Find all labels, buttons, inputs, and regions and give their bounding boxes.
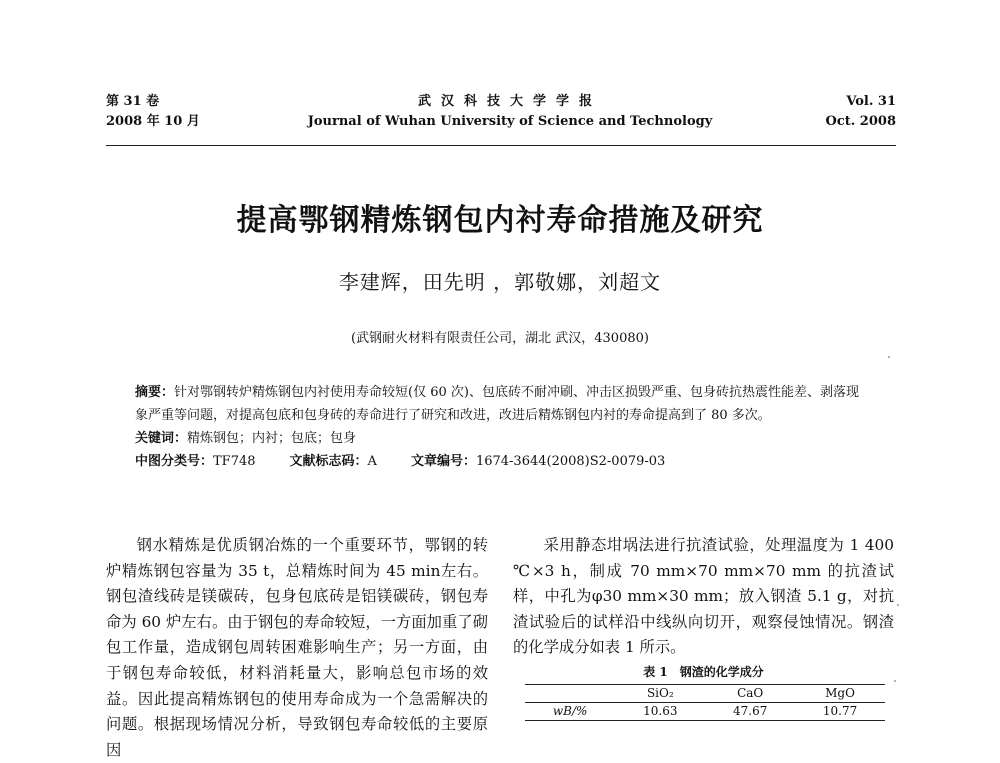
clc-group [135, 454, 256, 469]
journal-title-en: Journal of Wuhan University of Science and Technology [307, 114, 713, 129]
body-right-column [513, 533, 894, 721]
scan-speck [897, 604, 899, 606]
affiliation: (武钢耐火材料有限责任公司，湖北 武汉，430080) [351, 331, 649, 346]
table-cell: 47.67 [732, 703, 768, 718]
clc-code: TF748 [213, 454, 256, 469]
slag-composition-table [525, 684, 885, 721]
table-header-row [525, 684, 885, 702]
method-paragraph: 采用静态坩埚法进行抗渣试验，处理温度为 1 400 ℃×3 h，制成 70 mm×70 mm×70 mm 的抗渣试样，中孔为φ30 mm×30 mm；放入钢渣 5.1 g，对抗渣试验后的试样沿中线纵向切开，观察侵蚀情况。钢渣的化学成分如表 1 所示。 [513, 536, 894, 657]
table-corner-cell [525, 684, 615, 702]
doc-code-group [290, 454, 377, 469]
table-number: 表 1 [643, 664, 668, 679]
table-cell: 10.77 [822, 703, 858, 718]
volume-en: Vol. 31 [846, 94, 896, 109]
body-left-column [106, 533, 488, 763]
article-no-group [411, 454, 665, 469]
date-cn: 2008 年 10 月 [106, 114, 200, 129]
abstract-paragraph [135, 381, 870, 427]
article-no-label: 文章编号： [410, 454, 476, 469]
date-en: Oct. 2008 [825, 114, 896, 129]
scan-speck [894, 680, 896, 682]
abstract-block [135, 381, 870, 473]
abstract-text: 针对鄂钢转炉精炼钢包内衬使用寿命较短(仅 60 次)、包底砖不耐冲刷、冲击区损毁严重、包身砖抗热震性能差、剥落现象严重等问题，对提高包底和包身砖的寿命进行了研究和改进，改进后精炼钢包内衬的寿命提高到了 80 多次。 [135, 385, 859, 423]
paper-title: 提高鄂钢精炼钢包内衬寿命措施及研究 [236, 203, 764, 238]
keywords: 精炼钢包；内衬；包底；包身 [187, 431, 357, 446]
header-journal [300, 92, 720, 132]
author-list: 李建辉，田先明 ，郭敬娜，刘超文 [338, 270, 662, 294]
table-caption [513, 663, 894, 681]
keywords-label: 关键词： [135, 431, 188, 446]
scan-speck [888, 356, 890, 358]
table-col-header: CaO [737, 685, 764, 700]
table-row [525, 702, 885, 720]
header-volume-date-en [826, 92, 896, 132]
abstract-label: 摘要： [135, 385, 175, 400]
classification-line [135, 450, 870, 473]
header-volume-date [106, 92, 200, 132]
doc-code: A [367, 454, 377, 469]
clc-label: 中图分类号： [135, 454, 214, 469]
table-row-label: wB/% [552, 703, 588, 718]
header-rule [106, 145, 896, 146]
table-col-header: SiO₂ [646, 685, 674, 700]
intro-paragraph: 钢水精炼是优质钢冶炼的一个重要环节，鄂钢的转炉精炼钢包容量为 35 t，总精炼时间为 45 min左右。钢包渣线砖是镁碳砖，包身包底砖是铝镁碳砖，钢包寿命为 60 炉左右。由于钢包的寿命较短，一方面加重了砌包工作量，造成钢包周转困难影响生产；另一方面，由于钢包寿命较低，材料消耗量大，影响总包市场的效益。因此提高精炼钢包的使用寿命成为一个急需解决的问题。根据现场情况分析，导致钢包寿命较低的主要原因 [106, 536, 488, 759]
table-caption-text: 钢渣的化学成分 [679, 664, 764, 679]
volume-cn: 第 31 卷 [106, 94, 160, 109]
article-no: 1674-3644(2008)S2-0079-03 [475, 454, 666, 469]
doc-code-label: 文献标志码： [289, 454, 368, 469]
table-cell: 10.63 [643, 703, 678, 718]
keywords-line [135, 427, 870, 450]
table-col-header: MgO [825, 685, 855, 700]
journal-title-cn: 武汉科技大学学报 [417, 94, 602, 109]
